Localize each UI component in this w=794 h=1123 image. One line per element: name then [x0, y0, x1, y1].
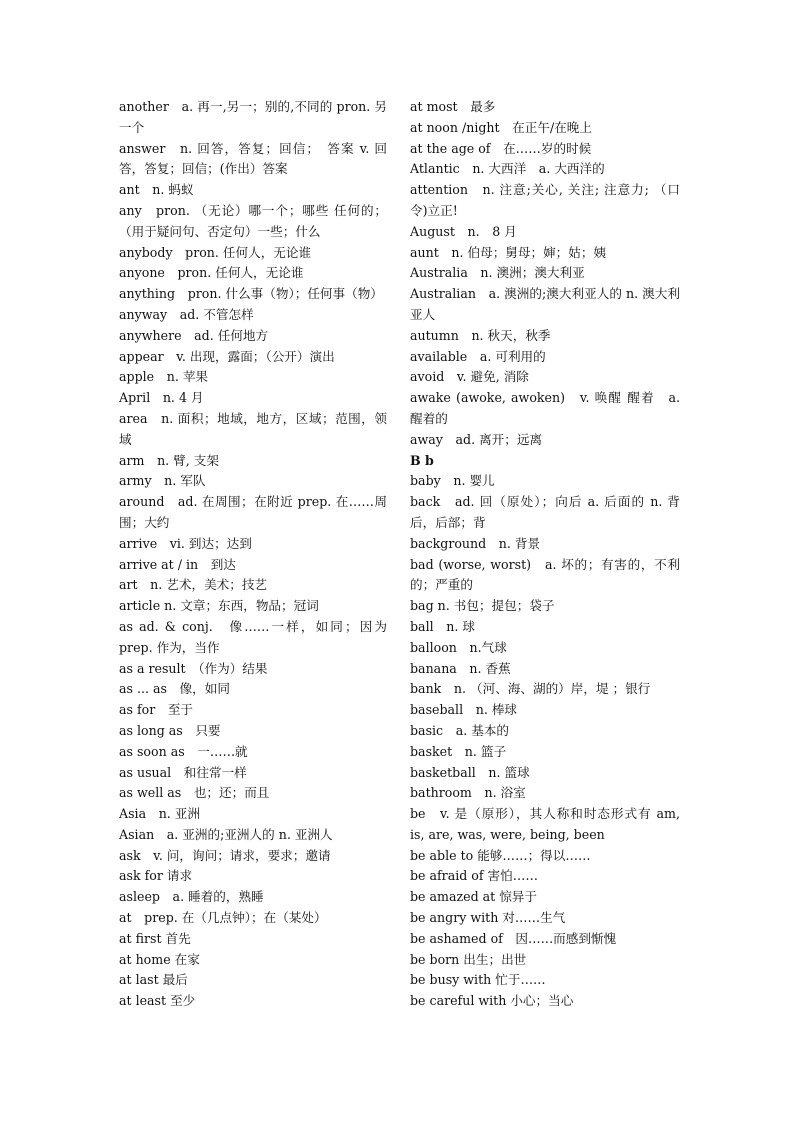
vocab-entry: bank n. （河、海、湖的）岸，堤 ；银行 — [410, 681, 651, 697]
vocab-entry: basket n. 篮子 — [410, 743, 507, 759]
vocab-entry: attention n. 注意;关心, 关注; 注意力; （口令)立正! — [410, 182, 680, 218]
vocab-entry: ask v. 问，询问；请求，要求；邀请 — [119, 847, 331, 863]
vocab-entry: at prep. 在（几点钟）；在（某处） — [119, 910, 327, 926]
right-column — [410, 97, 680, 1012]
vocab-entry: back ad. 回（原处）；向后 a. 后面的 n. 背后，后部；背 — [410, 494, 680, 530]
vocab-entry: aunt n. 伯母；舅母；婶；姑；姨 — [410, 244, 607, 260]
vocab-entry: anybody pron. 任何人，无论谁 — [119, 244, 312, 260]
vocab-entry: at least 至少 — [119, 993, 196, 1009]
vocab-entry: arrive vi. 到达；达到 — [119, 535, 252, 551]
vocab-entry: as usual 和往常一样 — [119, 764, 247, 780]
vocab-entry: autumn n. 秋天，秋季 — [410, 327, 551, 343]
vocab-entry: be angry with 对……生气 — [410, 910, 566, 926]
vocab-entry: Australia n. 澳洲；澳大利亚 — [410, 265, 585, 281]
vocab-entry: bag n. 书包；提包；袋子 — [410, 598, 555, 614]
vocab-entry: April n. 4 月 — [119, 390, 204, 406]
vocab-entry: Atlantic n. 大西洋 a. 大西洋的 — [410, 161, 605, 177]
vocab-entry: as well as 也；还；而且 — [119, 785, 270, 801]
vocab-entry: be born 出生；出世 — [410, 951, 527, 967]
vocab-entry: bad (worse, worst) a. 坏的；有害的，不利的；严重的 — [410, 556, 680, 593]
vocab-entry: area n. 面积；地域，地方，区域；范围，领域 — [119, 410, 387, 447]
vocab-entry: away ad. 离开；远离 — [410, 431, 543, 447]
vocab-entry: as soon as 一……就 — [119, 743, 248, 759]
vocab-entry: be amazed at 惊异于 — [410, 889, 537, 905]
vocab-entry: another a. 再一,另一；别的,不同的 pron. 另一个 — [119, 99, 387, 135]
vocab-entry: anyway ad. 不管怎样 — [119, 306, 254, 322]
vocab-entry: any pron. （无论）哪一个；哪些 任何的；（用于疑问句、否定句）一些；什么 — [119, 202, 387, 239]
vocab-entry: available a. 可利用的 — [410, 348, 546, 364]
vocab-entry: basketball n. 篮球 — [410, 764, 530, 780]
section-heading-b: B b — [410, 452, 434, 468]
vocab-entry: ball n. 球 — [410, 618, 475, 634]
vocab-entry: as long as 只要 — [119, 722, 221, 738]
vocab-entry: arm n. 臂, 支架 — [119, 452, 219, 468]
vocab-entry: at first 首先 — [119, 930, 191, 946]
vocab-entry: apple n. 苹果 — [119, 369, 209, 385]
vocab-entry: as ... as 像，如同 — [119, 681, 230, 697]
vocab-entry: be ashamed of 因……而感到惭愧 — [410, 930, 617, 946]
vocab-entry: background n. 背景 — [410, 535, 541, 551]
vocab-entry: at the age of 在……岁的时候 — [410, 140, 592, 156]
vocab-entry: be v. 是（原形），其人称和时态形式有 am, is, are, was, were, being, been — [410, 806, 680, 842]
vocab-entry: around ad. 在周围；在附近 prep. 在……周围；大约 — [119, 494, 387, 530]
vocab-entry: art n. 艺术，美术；技艺 — [119, 577, 268, 593]
vocab-entry: at most 最多 — [410, 99, 496, 114]
vocab-entry: Asian a. 亚洲的;亚洲人的 n. 亚洲人 — [119, 826, 333, 842]
vocab-entry: baby n. 婴儿 — [410, 473, 495, 489]
vocab-entry: as for 至于 — [119, 702, 194, 718]
vocab-entry: anything pron. 什么事（物）；任何事（物） — [119, 286, 383, 302]
vocab-entry: anywhere ad. 任何地方 — [119, 327, 269, 343]
vocab-entry: appear v. 出现，露面；（公开）演出 — [119, 348, 335, 364]
vocab-entry: army n. 军队 — [119, 473, 206, 489]
vocab-entry: basic a. 基本的 — [410, 722, 510, 738]
vocab-entry: banana n. 香蕉 — [410, 660, 511, 676]
vocab-entry: as a result （作为）结果 — [119, 660, 268, 676]
vocab-entry: ask for 请求 — [119, 868, 193, 884]
vocab-entry: be afraid of 害怕…… — [410, 868, 538, 884]
vocab-entry: asleep a. 睡着的，熟睡 — [119, 889, 264, 905]
vocab-entry: arrive at / in 到达 — [119, 556, 236, 572]
vocab-entry: bathroom n. 浴室 — [410, 785, 526, 801]
vocab-entry: as ad. & conj. 像……一样，如同；因为 prep. 作为，当作 — [119, 618, 387, 655]
vocab-entry: anyone pron. 任何人，无论谁 — [119, 265, 304, 281]
vocab-entry: avoid v. 避免, 消除 — [410, 369, 529, 385]
vocab-entry: awake (awoke, awoken) v. 唤醒 醒着 a. 醒着的 — [410, 390, 680, 426]
vocab-entry: be careful with 小心；当心 — [410, 993, 574, 1009]
vocab-entry: be able to 能够……；得以…… — [410, 847, 591, 863]
left-column — [119, 97, 387, 1012]
vocab-entry: be busy with 忙于…… — [410, 972, 546, 988]
vocab-entry: at noon /night 在正午/在晚上 — [410, 119, 592, 135]
vocab-entry: August n. 8 月 — [410, 223, 517, 239]
vocab-entry: answer n. 回答，答复；回信； 答案 v. 回答，答复；回信；(作出）答案 — [119, 140, 387, 177]
vocab-entry: at last 最后 — [119, 972, 188, 988]
vocab-entry: baseball n. 棒球 — [410, 702, 518, 718]
vocab-entry: at home 在家 — [119, 951, 200, 967]
vocab-entry: ant n. 蚂蚁 — [119, 182, 194, 198]
vocab-entry: Australian a. 澳洲的;澳大利亚人的 n. 澳大利亚人 — [410, 286, 680, 322]
vocab-entry: article n. 文章；东西，物品；冠词 — [119, 598, 319, 614]
vocab-entry: Asia n. 亚洲 — [119, 806, 200, 822]
vocab-entry: balloon n.气球 — [410, 639, 507, 655]
